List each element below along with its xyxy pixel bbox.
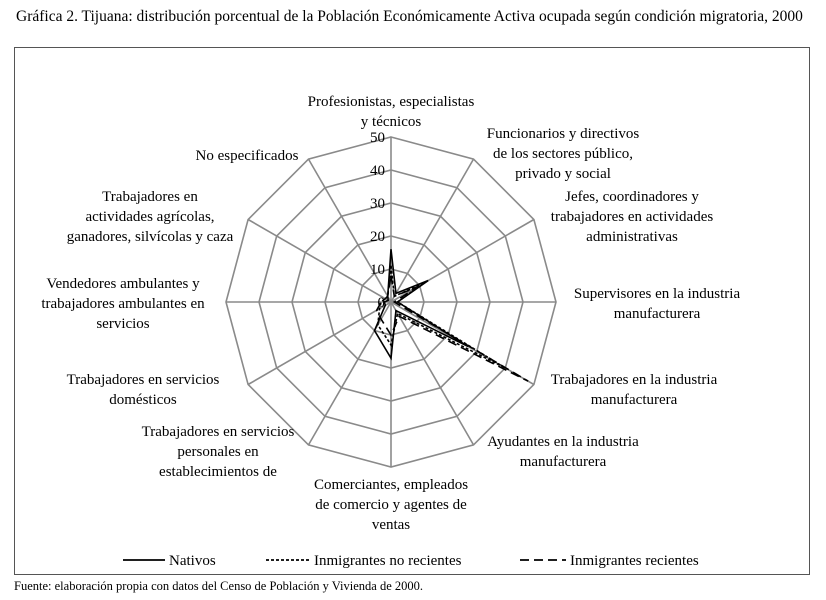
category-label: Ayudantes en la industria (487, 434, 639, 450)
category-label: manufacturera (613, 306, 701, 322)
category-label: Jefes, coordinadores y (565, 189, 699, 205)
tick-label: 40 (370, 163, 385, 179)
category-label: Trabajadores en la industria (550, 372, 718, 388)
source-note: Fuente: elaboración propia con datos del Censo de Población y Vivienda de 2000. (14, 579, 423, 593)
category-label: Comerciantes, empleados (313, 477, 469, 493)
category-label: ventas (371, 517, 411, 533)
category-label: domésticos (109, 392, 177, 408)
category-label: privado y social (515, 166, 611, 182)
category-label: Supervisores en la industria (573, 286, 741, 302)
category-label: de los sectores público, (493, 146, 633, 162)
category-label: ganadores, silvícolas y caza (66, 229, 234, 245)
category-label: y técnicos (360, 114, 422, 130)
legend-label-1: Nativos (169, 553, 216, 569)
tick-label: 20 (370, 229, 385, 245)
radar-grid (226, 137, 556, 467)
category-label: manufacturera (519, 454, 607, 470)
radar-series (375, 249, 529, 381)
chart-title: Gráfica 2. Tijuana: distribución porcentual de la Población Económicamente Activa ocupada según condición migratoria, 2000 (16, 8, 803, 25)
category-label: servicios (96, 316, 150, 332)
category-label: Trabajadores en (102, 189, 198, 205)
tick-label: 50 (370, 130, 385, 146)
category-label: de comercio y agentes de (315, 497, 467, 513)
category-label: personales en (177, 444, 259, 460)
tick-label: 30 (370, 196, 385, 212)
category-label: Vendedores ambulantes y (46, 276, 200, 292)
radar-tick-labels (370, 130, 385, 311)
category-label: actividades agrícolas, (85, 209, 215, 225)
category-label: manufacturera (590, 392, 678, 408)
category-label: Trabajadores en servicios (141, 424, 295, 440)
category-label: No especificados (195, 148, 299, 164)
category-label: establecimientos de (159, 464, 277, 480)
tick-label: 0 (377, 295, 385, 311)
category-label: Funcionarios y directivos (486, 126, 640, 142)
category-label: Trabajadores en servicios (66, 372, 220, 388)
category-label: administrativas (586, 229, 678, 245)
legend-label-3: Inmigrantes recientes (570, 553, 699, 569)
legend-label-2: Inmigrantes no recientes (314, 553, 462, 569)
category-label: trabajadores ambulantes en (41, 296, 205, 312)
category-label: trabajadores en actividades (550, 209, 714, 225)
category-label: Profesionistas, especialistas (307, 94, 475, 110)
legend (123, 553, 699, 569)
tick-label: 10 (370, 262, 385, 278)
